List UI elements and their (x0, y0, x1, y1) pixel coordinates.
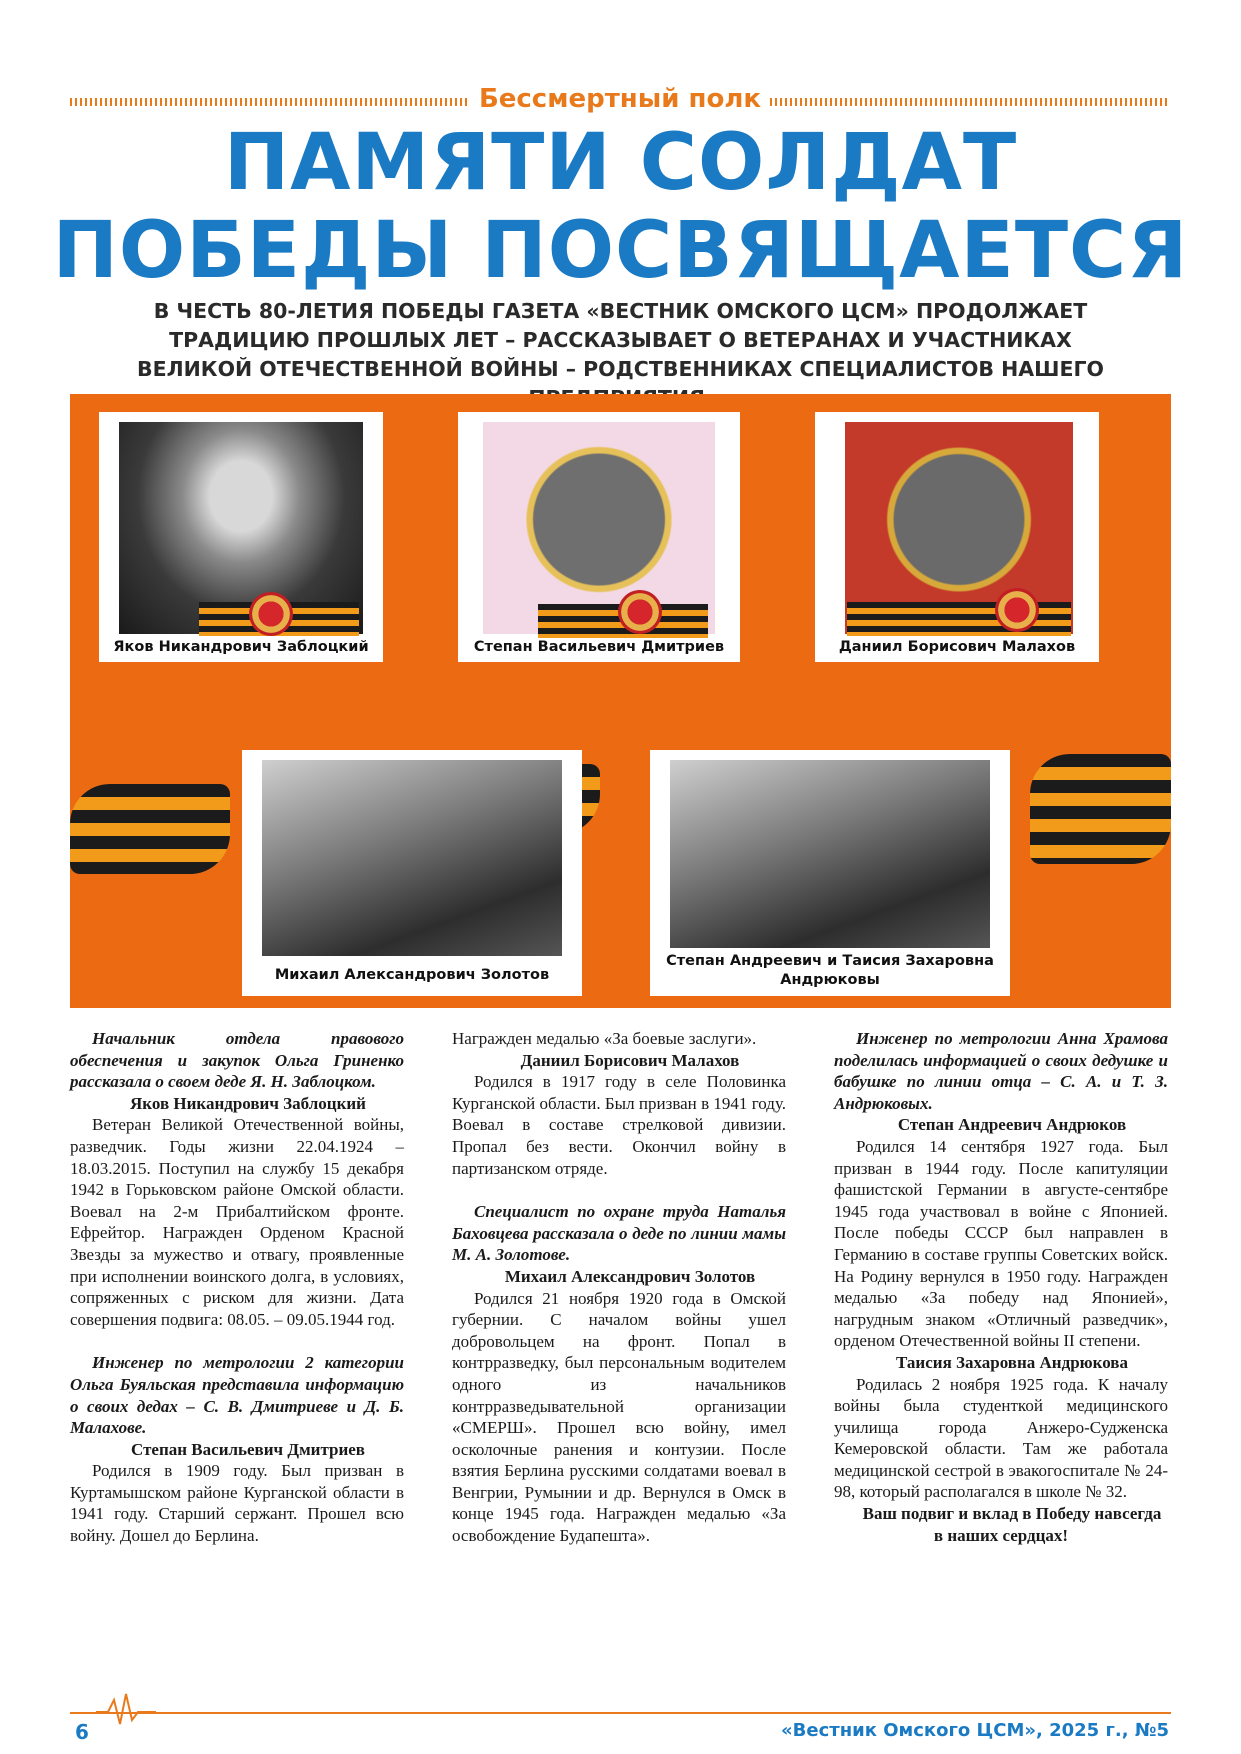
order-star-icon (249, 592, 293, 636)
headline-line-1: ПАМЯТИ СОЛДАТ (223, 118, 1018, 208)
photo-caption: Даниил Борисович Малахов (838, 639, 1076, 655)
photo-panel (70, 394, 1171, 1008)
ribbon-left (70, 784, 230, 874)
footer-divider (70, 1712, 1171, 1714)
intro-text: Инженер по метрологии Анна Храмова поделилась информацией о своих дедушке и бабушке по линии отца – С. А. и Т. З. Андрюковых. (834, 1029, 1168, 1113)
photo-caption: Яков Никандрович Заблоцкий (113, 639, 369, 655)
intro-text: Специалист по охране труда Наталья Баховцева рассказала о деде по линии мамы М. А. Золотове. (452, 1202, 786, 1265)
order-star-icon (618, 590, 662, 634)
person-name: Таисия Захаровна Андрюкова (896, 1352, 1128, 1372)
portrait-photo (483, 422, 715, 634)
intro-text: Инженер по метрологии 2 категории Ольга Буяльская представила информацию о своих дедах – С. В. Дмитриеве и Д. Б. Малахове. (70, 1353, 404, 1438)
photo-card-malakhov (815, 412, 1099, 662)
photo-card-zablotsky (99, 412, 383, 662)
page-number: 6 (75, 1720, 89, 1744)
person-name: Яков Никандрович Заблоцкий (130, 1093, 366, 1113)
rubric-title: Бессмертный полк (478, 84, 762, 114)
ribbon-right (1030, 754, 1171, 864)
photo-card-andryukovy (650, 750, 1010, 996)
portrait-photo (670, 760, 990, 948)
photo-caption: Михаил Александрович Золотов (274, 967, 550, 983)
biography-text: Родился в 1909 году. Был призван в Куртамышском районе Курганской области в 1941 году. Старший сержант. Прошел всю войну. Дошел до Берлина. (70, 1461, 404, 1546)
lead-paragraph: В ЧЕСТЬ 80-ЛЕТИЯ ПОБЕДЫ ГАЗЕТА «ВЕСТНИК ОМСКОГО ЦСМ» ПРОДОЛЖАЕТ ТРАДИЦИЮ ПРОШЛЫХ ЛЕТ – РАССКАЗЫВАЕТ О ВЕТЕРАНАХ И УЧАСТНИКАХ ВЕЛИКОЙ ОТЕЧЕСТВЕННОЙ ВОЙНЫ – РОДСТВЕННИКАХ СПЕЦИАЛИСТОВ НАШЕГО (137, 299, 1104, 381)
photo-card-zolotov (242, 750, 582, 996)
photo-caption: Степан Андреевич и Таисия Захаровна Андрюковы (666, 953, 994, 988)
person-name: Михаил Александрович Золотов (504, 1266, 756, 1286)
biography-text: Родился 21 ноября 1920 года в Омской губернии. С началом войны ушел добровольцем на фронт. Попал в контрразведку, был персональным водителем одного из начальников контрразведывательной организации «СМЕРШ». Прошел всю войну, имел осколочные ранения и контузии. После взятия Берлина русскими солдатами воевал в Венгрии, Румынии и др. Вернулся в Омск в конце 1945 года. Награжден медалью «За освобождение Будапешта». (452, 1288, 786, 1546)
intro-text: Начальник отдела правового обеспечения и закупок Ольга Гриненко рассказала о своем деде Я. Н. Заблоцком. (70, 1029, 404, 1092)
order-star-icon (995, 588, 1039, 632)
closing-statement: Ваш подвиг и вклад в Победу навсегда в наших сердцах! (862, 1504, 1162, 1545)
biography-text: Родилась 2 ноября 1925 года. К началу войны была студенткой медицинского училища города Анжеро-Судженска Кемеровской области. Там же работала медицинской сестрой в эвакогоспитале № 24-98, который располагался в школе № 32. (834, 1374, 1168, 1502)
person-name: Степан Андреевич Андрюков (897, 1115, 1127, 1135)
photo-card-dmitriev (458, 412, 740, 662)
rubric-row (70, 84, 1170, 114)
portrait-photo (262, 760, 562, 956)
article-column-3 (834, 1028, 1168, 1546)
photo-caption: Степан Васильевич Дмитриев (473, 639, 725, 655)
biography-text: Родился 14 сентября 1927 года. Был призван в 1944 году. После капитуляции фашистской Германии в августе-сентябре 1945 года участвовал в войне с Японией. После победы СССР был направлен в Германию в составе группы Советских войск. На Родину вернулся в 1950 году. Награжден медалью «За победу над Японией», нагрудным знаком «Отличный разведчик», орденом Отечественной войны II степени. (834, 1136, 1168, 1351)
biography-text: Ветеран Великой Отечественной войны, разведчик. Годы жизни 22.04.1924 – 18.03.2015. Поступил на службу 15 декабря 1942 в Горьковском районе Омской области. Воевал на 2-м Прибалтийском фронте. Ефрейтор. Награжден Орденом Красной Звезды за мужество и отвагу, проявленные при исполнении воинского долга, в условиях, сопряженных с риском для жизни. Дата совершения подвига: 08.05. – 09.05.1944 год. (70, 1115, 404, 1329)
person-name: Степан Васильевич Дмитриев (131, 1439, 365, 1459)
person-name: Даниил Борисович Малахов (520, 1050, 740, 1070)
article-column-2 (452, 1028, 786, 1547)
publication-info: «Вестник Омского ЦСМ», 2025 г., №5 (781, 1720, 1169, 1741)
heartbeat-icon (96, 1690, 156, 1730)
biography-text: Родился в 1917 году в селе Половинка Курганской области. Был призван в 1941 году. Воевал в составе стрелковой дивизии. Пропал без вести. Окончил войну в партизанском отряде. (452, 1072, 786, 1178)
headline-line-2: ПОБЕДЫ ПОСВЯЩАЕТСЯ (52, 206, 1189, 296)
article-column-1 (70, 1028, 404, 1547)
biography-text: Награжден медалью «За боевые заслуги». (452, 1029, 757, 1048)
